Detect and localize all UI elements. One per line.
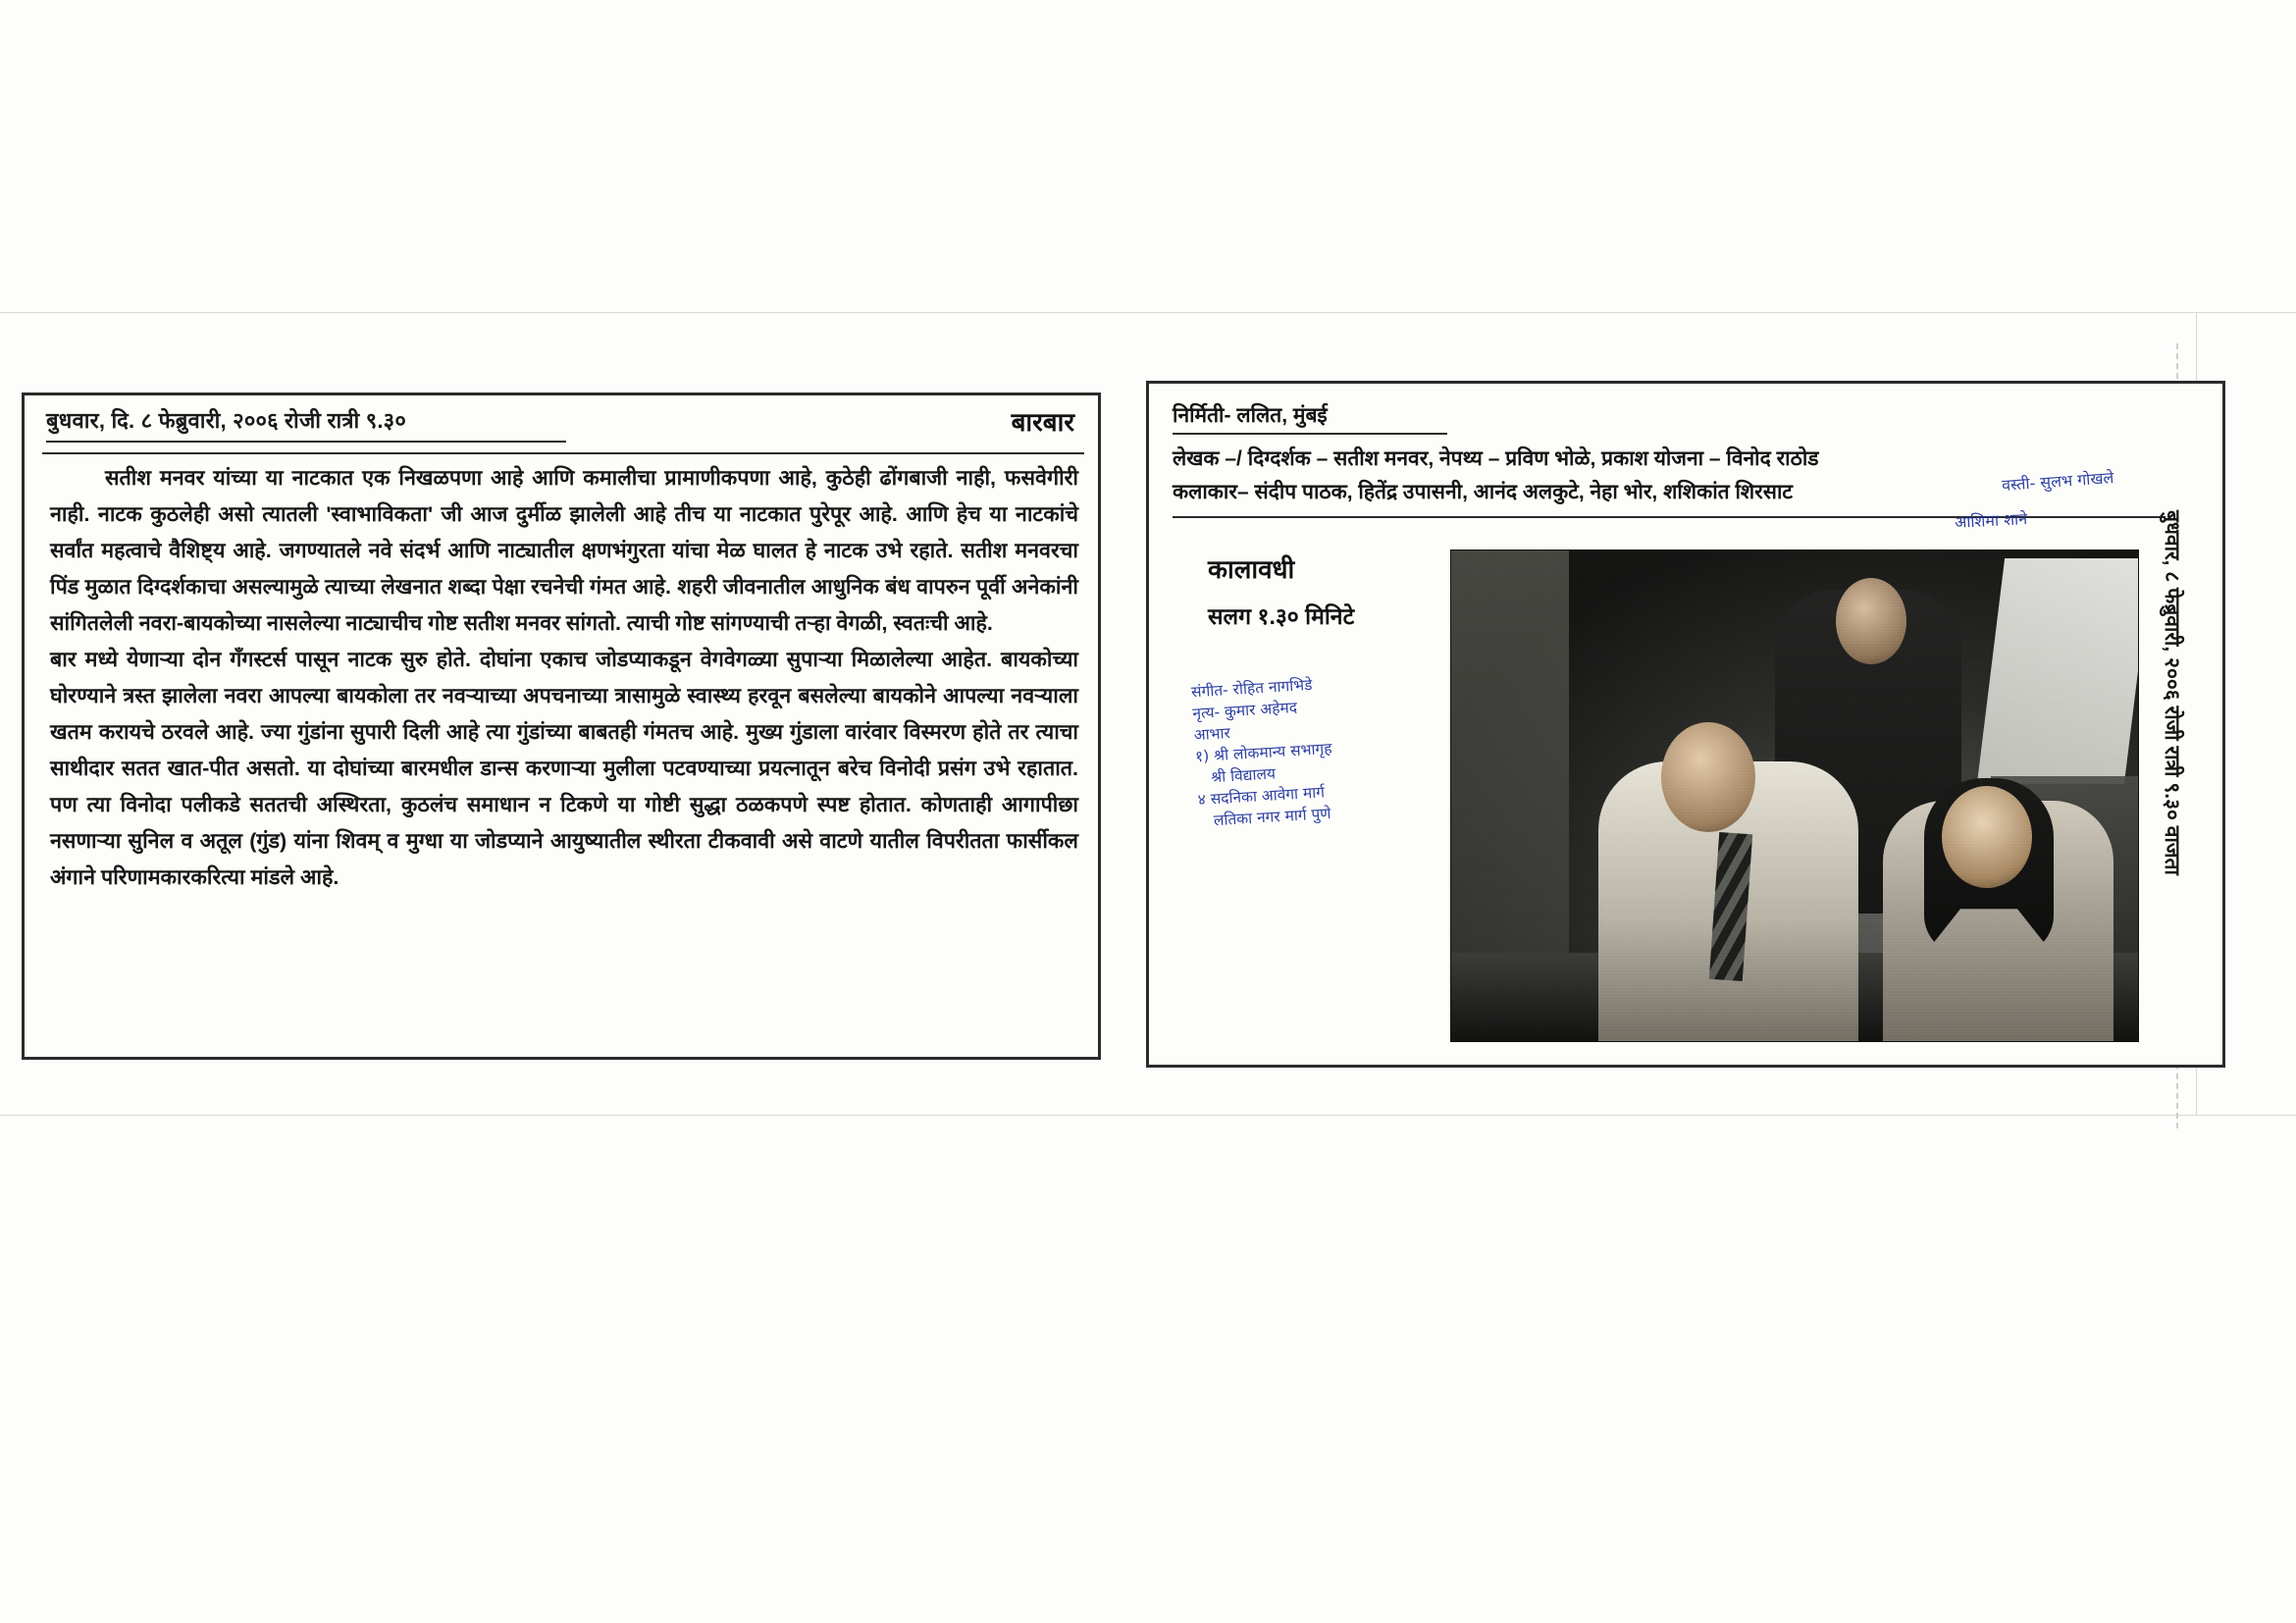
handwritten-margin-note-2: आशिमा शाने [1954,509,2028,532]
review-body [50,460,1078,896]
left-clipping [22,393,1101,1060]
cast-line: कलाकार– संदीप पाठक, हितेंद्र उपासनी, आनंद अलकुटे, नेहा भोर, शशिकांत शिरसाट [1173,481,1793,503]
left-dateline: बुधवार, दि. ८ फेब्रुवारी, २००६ रोजी रात्री ९.३० [46,408,406,433]
handwritten-credits-note: संगीत- रोहित नागभिडे नृत्य- कुमार अहेमद आभार १) श्री लोकमान्य सभागृह श्री विद्यालय ४ सदनिका आवेगा मार्ग लतिका नगर मार्ग पुणे [1190,675,1332,831]
production-line: निर्मिती- ललित, मुंबई [1173,404,1328,427]
handwritten-margin-note-1: वस्ती- सुलभ गोखले [2001,468,2114,495]
duration-title: कालावधी [1208,554,1295,584]
photo-grain-overlay [1451,550,2138,1041]
play-title: बारबार [1011,407,1074,437]
production-underline [1173,433,1447,435]
review-paragraph-2: बार मध्ये येणाऱ्या दोन गँगस्टर्स पासून नाटक सुरु होते. दोघांना एकाच जोडप्याकडून वेगवेगळ्या सुपाऱ्या मिळालेल्या आहेत. बायकोच्या घोरण्याने त्रस्त झालेला नवरा आपल्या बायकोला तर नवऱ्याच्या अपचनाच्या त्रासामुळे स्वास्थ्य हरवून बसलेल्या बायकोने आपल्या नवऱ्याला खतम करायचे ठरवले आहे. ज्या गुंडांना सुपारी दिली आहे त्या गुंडांच्या बाबतही गंमतच आहे. मुख्य गुंडाला वारंवार विस्मरण होते तर त्याचा साथीदार सतत खात-पीत असतो. या दोघांच्या बारमधील डान्स करणाऱ्या मुलीला पटवण्याच्या प्रयत्नातून बरेच विनोदी प्रसंग उभे रहातात. पण त्या विनोदा पलीकडे सततची अस्थिरता, कुठलंच समाधान न टिकणे या गोष्टी सुद्धा ठळकपणे स्पष्ट होतात. कोणताही आगापीछा नसणाऱ्या सुनिल व अतूल (गुंड) यांना शिवम् व मुग्धा या जोडप्याने आयुष्यातील स्थीरता टीकवावी असे वाटणे यातील विपरीतता फार्सीकल अंगाने परिणामकारकरित्या मांडले आहे. [50,648,1078,889]
dateline-underline [46,441,566,443]
review-paragraph-1: सतीश मनवर यांच्या या नाटकात एक निखळपणा आहे आणि कमालीचा प्रामाणीकपणा आहे, कुठेही ढोंगबाजी नाही, फसवेगीरी नाही. नाटक कुठलेही असो त्यातली 'स्वाभाविकता' जी आज दुर्मीळ झालेली आहे तीच या नाटकात पुरेपूर आहे. आणि हेच या नाटकांचे सर्वांत महत्वाचे वैशिष्ट्य आहे. जगण्यातले नवे संदर्भ आणि नाट्यातील क्षणभंगुरता यांचा मेळ घालत हे नाटक उभे रहाते. सतीश मनवरचा पिंड मुळात दिग्दर्शकाचा असल्यामुळे त्याच्या लेखनात शब्दा पेक्षा रचनेची गंमत आहे. शहरी जीवनातील आधुनिक बंध वापरुन पूर्वी अनेकांनी सांगितलेली नवरा-बायकोच्या नासलेल्या नाट्याचीच गोष्ट सतीश मनवर सांगतो. त्याची गोष्ट सांगण्याची तऱ्हा वेगळी, स्वतःची आहे. [50,466,1078,635]
scan-edge-top [0,312,2296,313]
scan-edge-bottom [0,1115,2296,1116]
duration-value: सलग १.३० मिनिटे [1208,603,1355,629]
production-photo [1450,550,2139,1042]
writer-director-line: लेखक –/ दिग्दर्शक – सतीश मनवर, नेपथ्य – प्रविण भोळे, प्रकाश योजना – विनोद राठोड [1173,447,1819,470]
side-margin-dateline: बुधवार, ८ फेब्रुवारी, २००६ रोजी रात्री ९.३० वाजता [2161,510,2183,875]
header-rule [42,452,1084,454]
